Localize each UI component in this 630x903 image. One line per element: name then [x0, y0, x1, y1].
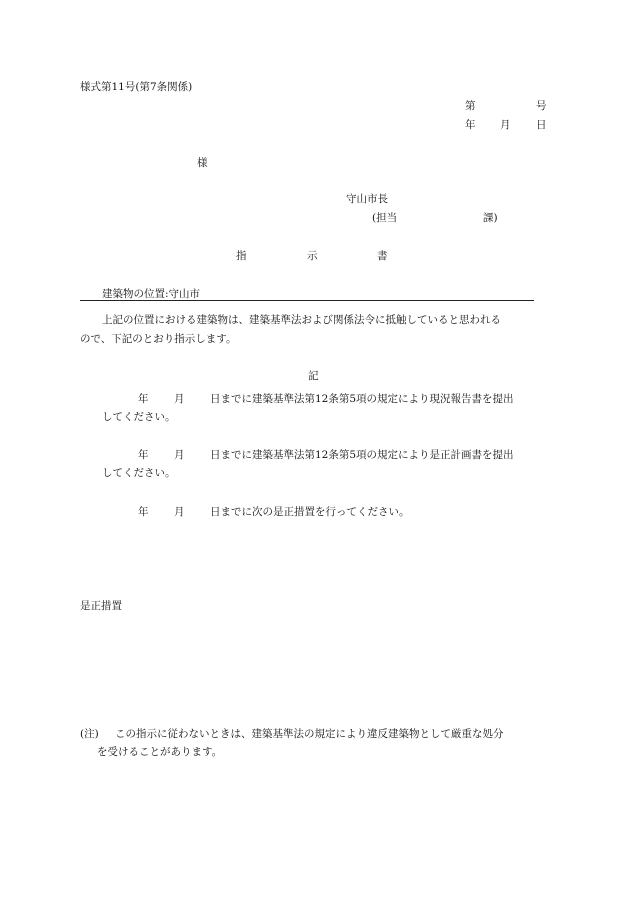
note-label: (注) — [80, 728, 99, 740]
item-text-cont: してください。 — [102, 411, 176, 423]
ki-heading: 記 — [308, 370, 319, 382]
item-year: 年 — [138, 449, 149, 461]
body-line-2: ので、下記のとおり指示します。 — [80, 333, 237, 345]
item-month: 月 — [174, 393, 185, 405]
note-line-2: を受けることがあります。 — [97, 746, 223, 758]
form-number: 様式第11号(第7条関係) — [80, 81, 193, 93]
item-month: 月 — [174, 449, 185, 461]
date-year: 年 — [465, 119, 476, 131]
doc-number-prefix: 第 — [465, 100, 476, 112]
title-char: 指 — [236, 250, 247, 262]
title-char: 書 — [377, 250, 388, 262]
date-month: 月 — [500, 119, 511, 131]
item-text-cont: してください。 — [102, 467, 176, 479]
issuer-dept-close: 課) — [483, 212, 498, 224]
note-line-1: この指示に従わないときは、建築基準法の規定により違反建築物として厳重な処分 — [115, 728, 504, 740]
building-location: 建築物の位置:守山市 — [102, 288, 201, 300]
item-text: 日までに次の是正措置を行ってください。 — [210, 506, 410, 518]
location-underline — [80, 300, 534, 301]
body-line-1: 上記の位置における建築物は、建築基準法および関係法令に抵触していると思われる — [102, 314, 501, 326]
item-text: 日までに建築基準法第12条第5項の規定により現況報告書を提出 — [210, 393, 514, 405]
item-year: 年 — [138, 393, 149, 405]
addressee-honorific: 様 — [197, 157, 208, 169]
item-year: 年 — [138, 506, 149, 518]
item-text: 日までに建築基準法第12条第5項の規定により是正計画書を提出 — [210, 449, 514, 461]
issuer-title: 守山市長 — [346, 193, 388, 205]
issuer-dept-open: (担当 — [372, 212, 398, 224]
corrective-measures-label: 是正措置 — [80, 600, 122, 612]
item-month: 月 — [174, 506, 185, 518]
date-day: 日 — [536, 119, 547, 131]
title-char: 示 — [307, 250, 318, 262]
doc-number-suffix: 号 — [536, 100, 547, 112]
